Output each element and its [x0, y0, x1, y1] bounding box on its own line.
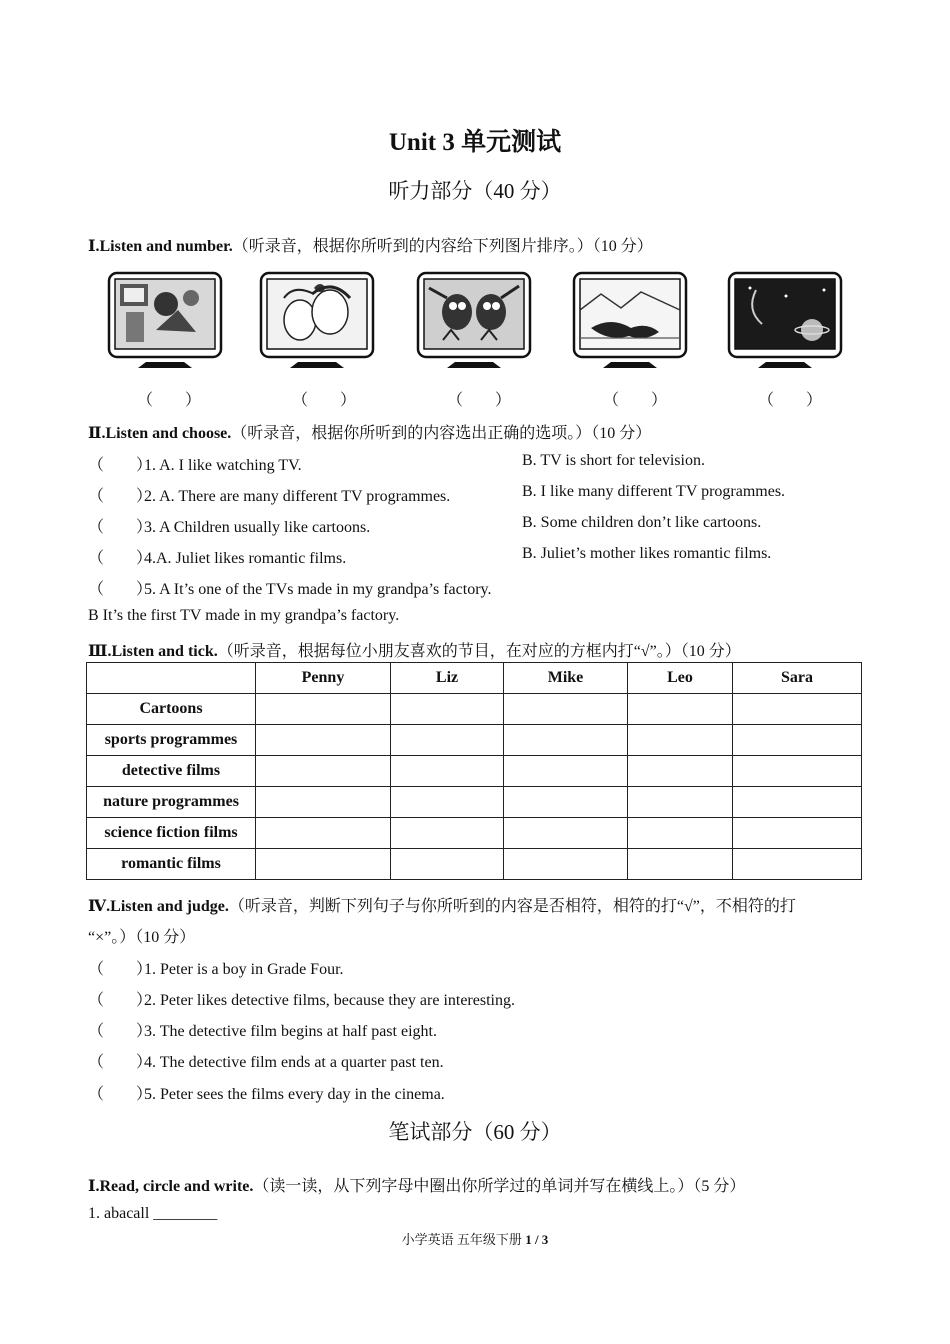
- writing-header: 笔试部分（60 分）: [388, 1120, 562, 1144]
- part4-item: [88, 956, 344, 979]
- table-header-row: [87, 663, 862, 694]
- header-cell: Leo: [628, 663, 733, 694]
- table-row: [87, 694, 862, 725]
- tick-cell[interactable]: [504, 725, 628, 756]
- option-b: B. I like many different TV programmes.: [522, 483, 786, 500]
- header-cell: Penny: [256, 663, 391, 694]
- row-label: nature programmes: [87, 787, 256, 818]
- tick-cell[interactable]: [628, 818, 733, 849]
- tick-cell[interactable]: [628, 849, 733, 880]
- tv-birds-icon: [415, 270, 533, 370]
- option-a: 4.A. Juliet likes romantic films.: [144, 550, 347, 567]
- tick-cell[interactable]: [391, 787, 504, 818]
- statement: 2. Peter likes detective films, because they are interesting.: [144, 992, 515, 1009]
- table-row: [87, 725, 862, 756]
- answer-blank[interactable]: （ ）: [88, 961, 153, 978]
- answer-blank[interactable]: （ ）: [88, 457, 153, 474]
- tv-space-icon: [726, 270, 844, 370]
- part3-num: Ⅲ.: [88, 643, 112, 660]
- tv5-answer-blank[interactable]: （ ）: [758, 392, 823, 409]
- tv2-answer-blank[interactable]: （ ）: [292, 392, 357, 409]
- part4-item: [88, 1049, 444, 1072]
- tick-cell[interactable]: [391, 756, 504, 787]
- part2-item: [88, 452, 302, 475]
- part2-num: Ⅱ.: [88, 425, 106, 442]
- answer-blank[interactable]: （ ）: [88, 581, 153, 598]
- part4-instr-cont: “×”。）（10 分）: [88, 929, 196, 946]
- part3-heading: [88, 638, 741, 661]
- option-a: 5. A It’s one of the TVs made in my grandpa’s factory.: [144, 581, 492, 598]
- tick-cell[interactable]: [256, 787, 391, 818]
- part3-instr: （听录音，根据每位小朋友喜欢的节目，在对应的方框内打“√”。）（10 分）: [217, 643, 741, 660]
- tv-cartoon-icon: [106, 270, 224, 370]
- tick-cell[interactable]: [504, 849, 628, 880]
- page-footer: [0, 1229, 950, 1248]
- part2-item: [88, 576, 491, 599]
- part4-num: Ⅳ.: [88, 898, 111, 915]
- tick-cell[interactable]: [256, 756, 391, 787]
- tick-cell[interactable]: [504, 818, 628, 849]
- part2-item: [88, 545, 346, 568]
- answer-blank[interactable]: （ ）: [88, 1086, 153, 1103]
- tick-cell[interactable]: [628, 694, 733, 725]
- tick-cell[interactable]: [733, 818, 862, 849]
- part4-heading: [88, 893, 796, 916]
- part5-num: Ⅰ.: [88, 1178, 100, 1195]
- row-label: sports programmes: [87, 725, 256, 756]
- header-cell: Mike: [504, 663, 628, 694]
- tick-cell[interactable]: [391, 818, 504, 849]
- option-b: B. Some children don’t like cartoons.: [522, 514, 762, 531]
- table-row: [87, 818, 862, 849]
- tick-cell[interactable]: [391, 694, 504, 725]
- tick-cell[interactable]: [256, 818, 391, 849]
- option-a: 3. A Children usually like cartoons.: [144, 519, 371, 536]
- part5-label: Read, circle and write.: [99, 1178, 254, 1195]
- part2-label: Listen and choose.: [105, 425, 232, 442]
- row-label: Cartoons: [87, 694, 256, 725]
- option-b: B. TV is short for television.: [522, 452, 705, 469]
- answer-blank[interactable]: （ ）: [88, 1054, 153, 1071]
- part2-item: [88, 483, 450, 506]
- part2-instr: （听录音，根据你所听到的内容选出正确的选项。）（10 分）: [231, 425, 652, 442]
- table-row: [87, 787, 862, 818]
- tick-cell[interactable]: [256, 694, 391, 725]
- part5-heading: [88, 1173, 745, 1196]
- tick-cell[interactable]: [628, 725, 733, 756]
- tick-table: [86, 662, 862, 880]
- part1-heading: [88, 233, 653, 256]
- part4-item: [88, 1081, 445, 1104]
- tick-cell[interactable]: [256, 849, 391, 880]
- part1-num: Ⅰ.: [88, 238, 100, 255]
- part2-heading: [88, 420, 651, 443]
- table-row: [87, 756, 862, 787]
- answer-blank[interactable]: （ ）: [88, 519, 153, 536]
- part5-item[interactable]: 1. abacall ________: [88, 1205, 218, 1222]
- statement: 3. The detective film begins at half past eight.: [144, 1023, 437, 1040]
- tv3-answer-blank[interactable]: （ ）: [447, 392, 512, 409]
- tick-cell[interactable]: [391, 849, 504, 880]
- tv1-answer-blank[interactable]: （ ）: [137, 392, 202, 409]
- statement: 5. Peter sees the films every day in the cinema.: [144, 1086, 445, 1103]
- page-number: 1 / 3: [525, 1232, 549, 1247]
- tick-cell[interactable]: [504, 694, 628, 725]
- row-label: science fiction films: [87, 818, 256, 849]
- option-a: 1. A. I like watching TV.: [144, 457, 302, 474]
- tv-romantic-icon: [258, 270, 376, 370]
- part5-instr: （读一读，从下列字母中圈出你所学过的单词并写在横线上。）（5 分）: [253, 1178, 746, 1195]
- part4-label: Listen and judge.: [110, 898, 229, 915]
- part3-label: Listen and tick.: [111, 643, 218, 660]
- tick-cell[interactable]: [733, 787, 862, 818]
- tick-cell[interactable]: [733, 756, 862, 787]
- tick-cell[interactable]: [733, 849, 862, 880]
- tick-cell[interactable]: [733, 725, 862, 756]
- table-row: [87, 849, 862, 880]
- tick-cell[interactable]: [504, 787, 628, 818]
- listening-header: 听力部分（40 分）: [388, 179, 562, 203]
- tick-cell[interactable]: [628, 756, 733, 787]
- answer-blank[interactable]: （ ）: [88, 992, 153, 1009]
- footer-text: 小学英语 五年级下册: [401, 1232, 526, 1247]
- answer-blank[interactable]: （ ）: [88, 488, 153, 505]
- option-b-extra: B It’s the first TV made in my grandpa’s factory.: [88, 607, 400, 624]
- tick-cell[interactable]: [256, 725, 391, 756]
- part4-item: [88, 1018, 437, 1041]
- page-title: Unit 3 单元测试: [388, 129, 562, 156]
- header-cell: [87, 663, 256, 694]
- part1-label: Listen and number.: [99, 238, 233, 255]
- tick-cell[interactable]: [628, 787, 733, 818]
- row-label: romantic films: [87, 849, 256, 880]
- tv-nature-icon: [571, 270, 689, 370]
- statement: 1. Peter is a boy in Grade Four.: [144, 961, 344, 978]
- option-b: B. Juliet’s mother likes romantic films.: [522, 545, 772, 562]
- row-label: detective films: [87, 756, 256, 787]
- answer-blank[interactable]: （ ）: [88, 1023, 153, 1040]
- part2-item: [88, 514, 370, 537]
- header-cell: Liz: [391, 663, 504, 694]
- tick-cell[interactable]: [733, 694, 862, 725]
- part1-instr: （听录音，根据你所听到的内容给下列图片排序。）（10 分）: [232, 238, 653, 255]
- tick-cell[interactable]: [391, 725, 504, 756]
- header-cell: Sara: [733, 663, 862, 694]
- statement: 4. The detective film ends at a quarter past ten.: [144, 1054, 444, 1071]
- answer-blank[interactable]: （ ）: [88, 550, 153, 567]
- tv4-answer-blank[interactable]: （ ）: [603, 392, 668, 409]
- part4-instr: （听录音，判断下列句子与你所听到的内容是否相符，相符的打“√”，不相符的打: [228, 898, 796, 915]
- option-a: 2. A. There are many different TV programmes.: [144, 488, 451, 505]
- part4-item: [88, 987, 515, 1010]
- tick-cell[interactable]: [504, 756, 628, 787]
